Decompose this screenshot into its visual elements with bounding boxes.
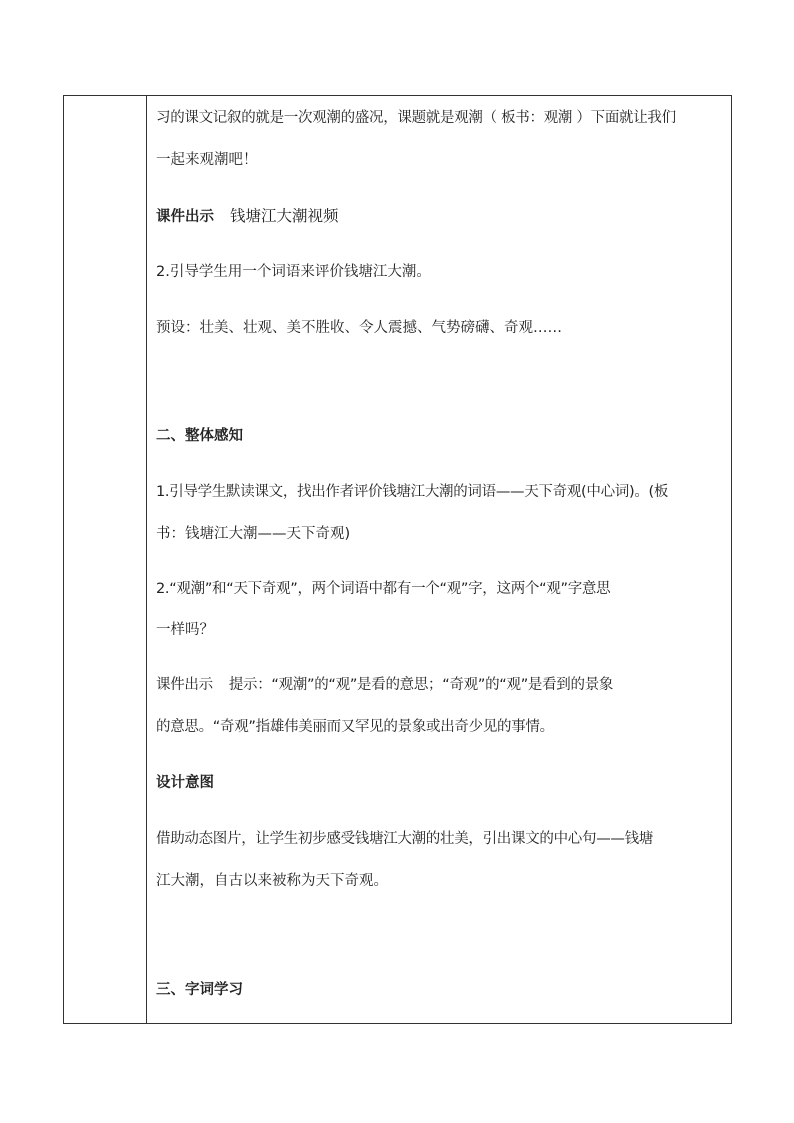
paragraph-intro-line-1: 习的课文记叙的就是一次观潮的盛况，课题就是观潮（ 板书：观潮 ）下面就让我们	[156, 110, 676, 126]
step-2-guide: 2.引导学生用一个词语来评价钱塘江大潮。	[156, 264, 431, 280]
design-intent-line-2: 江大潮，自古以来被称为天下奇观。	[156, 873, 388, 889]
section-heading-overall: 二、整体感知	[156, 428, 243, 444]
courseware-hint-text: 提示：“观潮”的“观”是看的意思；“奇观”的“观”是看到的景象	[228, 677, 614, 693]
section-heading-vocabulary: 三、字词学习	[156, 982, 243, 998]
preset-answers: 预设：壮美、壮观、美不胜收、令人震撼、气势磅礴、奇观……	[156, 320, 562, 336]
courseware-label: 课件出示	[156, 209, 214, 225]
table-column-divider	[146, 95, 147, 1024]
courseware-hint-line-1	[156, 675, 613, 695]
paragraph-intro-line-2: 一起来观潮吧！	[156, 152, 258, 168]
design-intent-heading: 设计意图	[156, 775, 214, 791]
design-intent-line-1: 借助动态图片，让学生初步感受钱塘江大潮的壮美，引出课文的中心句——钱塘	[156, 831, 653, 847]
courseware-video-title: 钱塘江大潮视频	[230, 207, 339, 225]
step-1-guide-line-1: 1.引导学生默读课文，找出作者评价钱塘江大潮的词语——天下奇观(中心词)。(板	[156, 484, 669, 500]
courseware-hint-label: 课件出示	[156, 677, 213, 693]
courseware-hint-line-2: 的意思。“奇观”指雄伟美丽而又罕见的景象或出奇少见的事情。	[156, 719, 554, 735]
table-left-cell	[64, 96, 146, 1023]
step-1-guide-line-2: 书：钱塘江大潮——天下奇观)	[156, 526, 351, 542]
courseware-video-line	[156, 206, 339, 227]
step-2-question-line-2: 一样吗？	[156, 622, 214, 638]
step-2-question-line-1: 2.“观潮”和“天下奇观”，两个词语中都有一个“观”字，这两个“观”字意思	[156, 581, 611, 597]
